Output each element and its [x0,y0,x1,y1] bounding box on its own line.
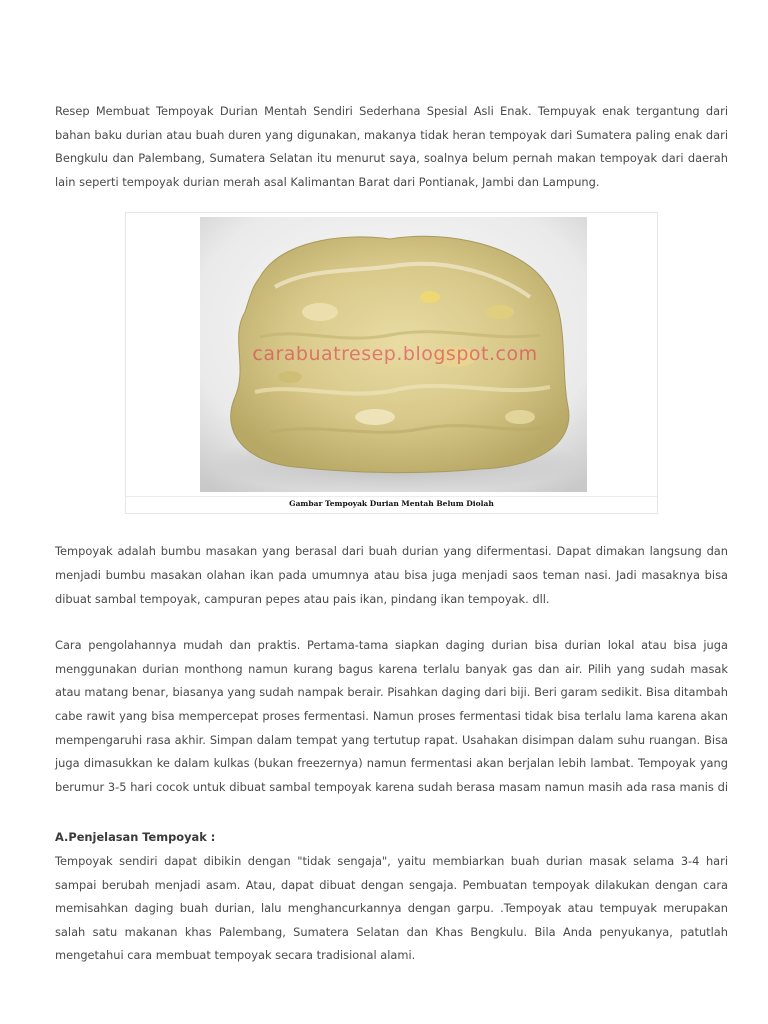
process-paragraph: Cara pengolahannya mudah dan praktis. Pertama-tama siapkan daging durian bisa durian lokal atau bisa juga menggunakan durian monthong namun kurang bagus karena terlalu banyak gas dan air. Pilih yang sudah masak atau matang benar, biasanya yang sudah nampak berair. Pisahkan daging dari biji. Beri garam sedikit. Bisa ditambah cabe rawit yang bisa mempercepat proses fermentasi. Namun proses fermentasi tidak bisa terlalu lama karena akan mempengaruhi rasa akhir. Simpan dalam tempat yang tertutup rapat. Usahakan disimpan dalam suhu ruangan. Bisa juga dimasukkan ke dalam kulkas (bukan freezernya) namun fermentasi akan berjalan lebih lambat. Tempoyak yang berumur 3-5 hari cocok untuk dibuat sambal tempoyak karena sudah berasa masam namun masih ada rasa manis di [55,638,728,794]
tempoyak-photo [200,217,587,492]
intro-paragraph: Resep Membuat Tempoyak Durian Mentah Sendiri Sederhana Spesial Asli Enak. Tempuyak enak tergantung dari bahan baku durian atau buah duren yang digunakan, makanya tidak heran tempoyak dari Sumatera paling enak dari Bengkulu dan Palembang, Sumatera Selatan itu menurut saya, soalnya belum pernah makan tempoyak dari daerah lain seperti tempoyak durian merah asal Kalimantan Barat dari Pontianak, Jambi dan Lampung. [55,104,728,189]
section-heading: A.Penjelasan Tempoyak : [55,830,216,845]
article-body [55,100,728,968]
definition-paragraph: Tempoyak adalah bumbu masakan yang berasal dari buah durian yang difermentasi. Dapat dimakan langsung dan menjadi bumbu masakan olahan ikan pada umumnya atau bisa juga menjadi saos teman nasi. Jadi masaknya bisa dibuat sambal tempoyak, campuran pepes atau pais ikan, pindang ikan tempoyak. dll. [55,544,728,606]
caption-divider [126,496,657,497]
explanation-paragraph: Tempoyak sendiri dapat dibikin dengan "tidak sengaja", yaitu membiarkan buah durian masak selama 3-4 hari sampai berubah menjadi asam. Atau, dapat dibuat dengan sengaja. Pembuatan tempoyak dilakukan dengan cara memisahkan daging buah durian, lalu menghancurkannya dengan garpu. .Tempoyak atau tempuyak merupakan salah satu makanan khas Palembang, Sumatera Selatan dan Khas Bengkulu. Bila Anda penyukanya, patutlah mengetahui cara membuat tempoyak secara tradisional alami. [55,853,728,963]
tempoyak-image [200,217,587,492]
figure-caption: Gambar Tempoyak Durian Mentah Belum Diolah [289,499,494,509]
watermark-text: carabuatresep.blogspot.com [252,343,538,366]
image-figure [125,212,658,514]
